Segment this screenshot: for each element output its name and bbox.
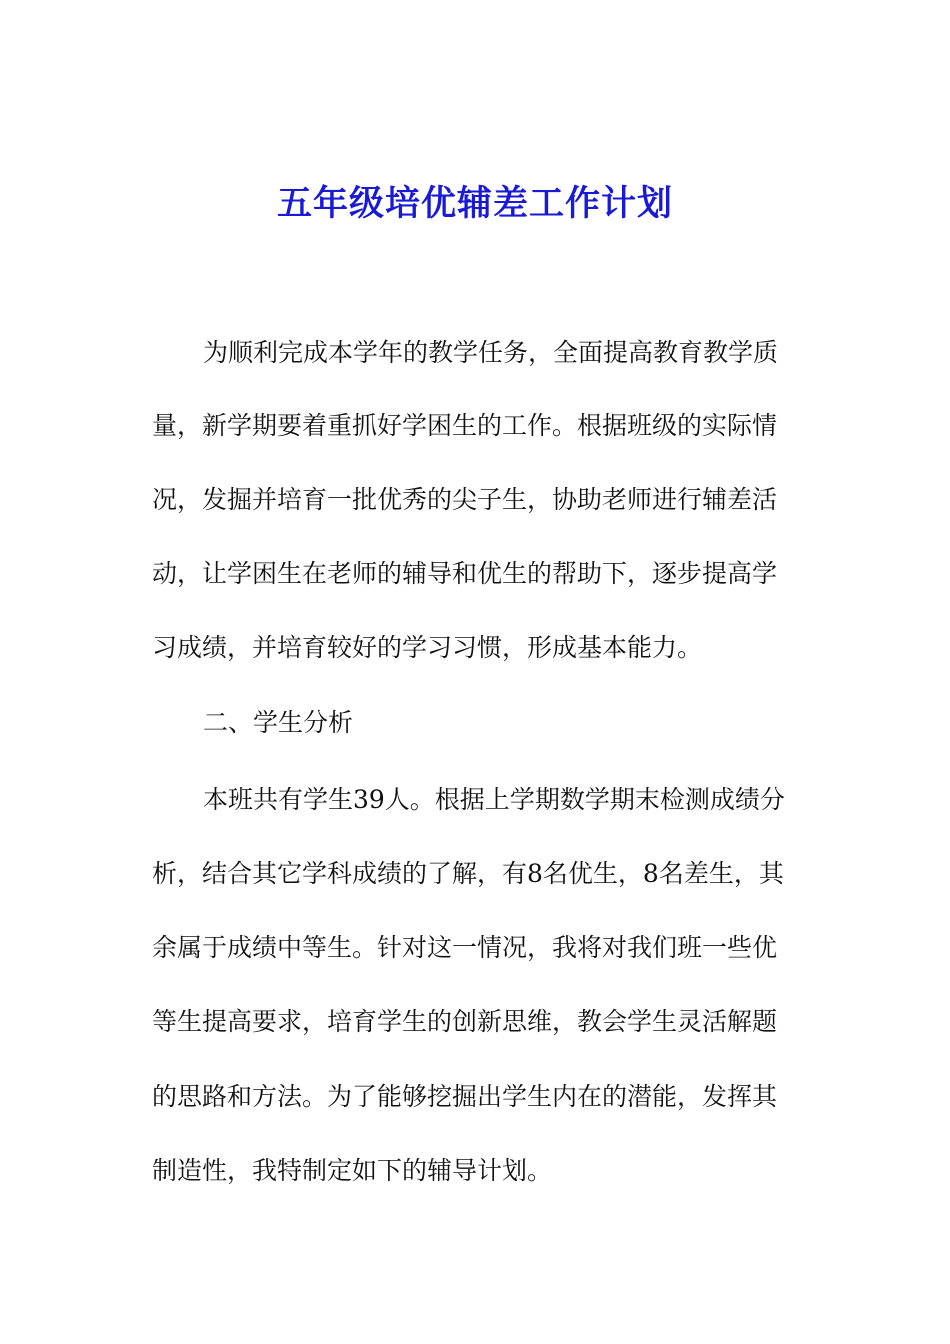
paragraph-line: 制造性，我特制定如下的辅导计划。 <box>152 1156 553 1185</box>
paragraph-line: 余属于成绩中等生。针对这一情况，我将对我们班一些优 <box>152 933 778 962</box>
paragraph-line: 习成绩，并培育较好的学习习惯，形成基本能力。 <box>152 633 703 662</box>
paragraph-line: 析，结合其它学科成绩的了解，有8名优生，8名差生，其 <box>152 859 784 888</box>
paragraph-line: 的思路和方法。为了能够挖掘出学生内在的潜能，发挥其 <box>152 1082 778 1111</box>
document-title: 五年级培优辅差工作计划 <box>276 183 673 224</box>
paragraph-line: 本班共有学生39人。根据上学期数学期末检测成绩分 <box>203 785 785 814</box>
paragraph-line: 等生提高要求，培育学生的创新思维，教会学生灵活解题 <box>152 1007 778 1036</box>
paragraph-line: 量，新学期要着重抓好学困生的工作。根据班级的实际情 <box>152 411 778 440</box>
paragraph-line: 动，让学困生在老师的辅导和优生的帮助下，逐步提高学 <box>152 559 778 588</box>
paragraph-line: 为顺利完成本学年的教学任务，全面提高教育教学质 <box>203 338 779 367</box>
paragraph-line: 况，发掘并培育一批优秀的尖子生，协助老师进行辅差活 <box>152 485 778 514</box>
section-heading: 二、学生分析 <box>203 708 354 737</box>
